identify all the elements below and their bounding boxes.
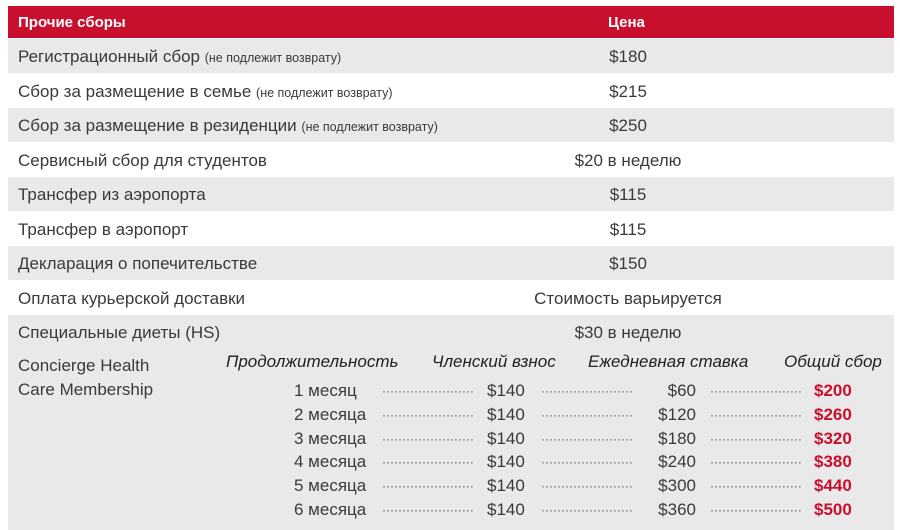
- table-row: [8, 73, 894, 108]
- leader-dots: ·······················: [382, 503, 474, 517]
- fee-price: Стоимость варьируется: [534, 288, 722, 308]
- table-row: [8, 245, 894, 280]
- fee-price: $215: [609, 81, 647, 101]
- fee-note: (не подлежит возврату): [204, 51, 342, 65]
- plan-daily-rate: $360: [658, 500, 696, 519]
- leader-dots: ·······················: [541, 479, 633, 494]
- plan-duration: 4 месяца: [294, 452, 367, 472]
- table-row: [8, 107, 894, 142]
- leader-dots: ·······················: [541, 384, 633, 398]
- fee-label-text: Оплата курьерской доставки: [18, 288, 246, 308]
- header-price: Цена: [608, 14, 645, 31]
- plan-row: [8, 476, 894, 500]
- table-row: [8, 142, 894, 177]
- fee-label-text: Сбор за размещение в резиденции: [18, 116, 297, 135]
- leader-dots: ·······················: [710, 455, 802, 470]
- plan-duration: 2 месяца: [294, 404, 367, 424]
- plan-daily-rate: $240: [658, 452, 696, 472]
- plan-daily-rate: $120: [658, 404, 696, 424]
- header-fees: Прочие сборы: [18, 14, 126, 31]
- plan-member-fee: $140: [487, 381, 525, 400]
- plan-daily-rate: $300: [658, 476, 696, 496]
- fee-note: (не подлежит возврату): [301, 120, 438, 134]
- fee-label-text: Трансфер из аэропорта: [18, 185, 206, 204]
- table-row: [8, 314, 894, 349]
- fee-label-text: Сервисный сбор для студентов: [18, 150, 267, 170]
- concierge-membership-row: [8, 347, 894, 530]
- plan-daily-rate: $180: [658, 428, 696, 448]
- leader-dots: ·······················: [382, 384, 474, 398]
- plan-row: [8, 405, 894, 429]
- col-member-fee: Членский взнос: [432, 352, 556, 371]
- leader-dots: ·······················: [710, 384, 802, 398]
- leader-dots: ·······················: [541, 407, 633, 422]
- plan-total: $320: [814, 428, 852, 448]
- plan-member-fee: $140: [487, 476, 525, 496]
- fee-price: $150: [609, 254, 647, 273]
- table-row: [8, 38, 894, 73]
- fee-price: $20 в неделю: [574, 150, 682, 170]
- plan-total: $500: [814, 500, 852, 519]
- fee-label-text: Декларация о попечительстве: [18, 254, 258, 273]
- plan-member-fee: $140: [487, 404, 525, 424]
- concierge-name-line2: Care Membership: [18, 380, 154, 399]
- table-header: [8, 6, 894, 38]
- leader-dots: ·······················: [710, 431, 802, 446]
- fee-label-text: Регистрационный сбор: [18, 47, 200, 66]
- fee-price: $115: [609, 185, 647, 204]
- fee-label-text: Специальные диеты (HS): [18, 323, 221, 342]
- plan-total: $200: [814, 381, 852, 400]
- concierge-name-line1: Concierge Health: [18, 356, 150, 375]
- plan-duration: 5 месяца: [294, 476, 367, 496]
- fee-label-text: Сбор за размещение в семье: [18, 81, 252, 101]
- leader-dots: ·······················: [710, 503, 802, 517]
- leader-dots: ·······················: [382, 407, 474, 422]
- plan-member-fee: $140: [487, 452, 525, 472]
- leader-dots: ·······················: [541, 431, 633, 446]
- plan-member-fee: $140: [487, 428, 525, 448]
- fee-price: $30 в неделю: [574, 323, 682, 342]
- fee-price: $115: [609, 219, 647, 239]
- table-row: [8, 176, 894, 211]
- leader-dots: ·······················: [382, 455, 474, 470]
- fees-table: [8, 6, 894, 519]
- leader-dots: ·······················: [541, 455, 633, 470]
- plan-duration: 6 месяца: [294, 500, 367, 519]
- plan-member-fee: $140: [487, 500, 525, 519]
- plan-row: [8, 500, 894, 524]
- col-duration: Продолжительность: [226, 352, 399, 371]
- plan-duration: 1 месяц: [294, 381, 357, 400]
- fee-label-text: Трансфер в аэропорт: [18, 219, 189, 239]
- fee-price: $180: [609, 47, 647, 66]
- plan-duration: 3 месяца: [294, 428, 367, 448]
- plan-row: [8, 381, 894, 405]
- plan-row: [8, 429, 894, 453]
- fee-note: (не подлежит возврату): [256, 85, 393, 100]
- fee-price: $250: [609, 116, 647, 135]
- plan-total: $440: [814, 476, 852, 496]
- leader-dots: ·······················: [541, 503, 633, 517]
- leader-dots: ·······················: [382, 479, 474, 494]
- leader-dots: ·······················: [710, 407, 802, 422]
- fee-rows: [8, 38, 894, 349]
- table-row: [8, 211, 894, 246]
- plan-total: $260: [814, 404, 852, 424]
- plan-daily-rate: $60: [667, 381, 696, 400]
- leader-dots: ·······················: [382, 431, 474, 446]
- plan-row: [8, 452, 894, 476]
- col-daily-rate: Ежедневная ставка: [588, 352, 749, 371]
- leader-dots: ·······················: [710, 479, 802, 494]
- plan-total: $380: [814, 452, 852, 472]
- table-row: [8, 280, 894, 315]
- col-total: Общий сбор: [784, 352, 882, 371]
